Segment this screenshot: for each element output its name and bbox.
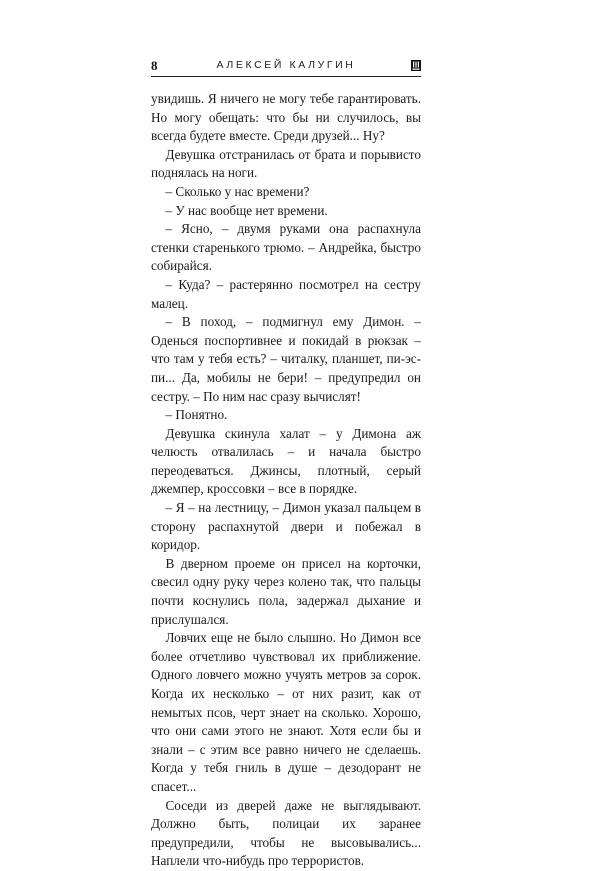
text-body — [151, 90, 421, 871]
paragraph: – Куда? – растерянно посмотрел на сестру малец. — [151, 276, 421, 311]
paragraph: Соседи из дверей даже не выглядывают. Должно быть, полицаи их заранее предупредили, чтобы не высовывались... Наплели что-нибудь про террористов. — [151, 797, 421, 869]
page-number: 8 — [151, 58, 158, 73]
paragraph: – У нас вообще нет времени. — [165, 202, 328, 218]
paragraph: Ловчих еще не было слышно. Но Димон все более отчетливо чувствовал их приближение. Одного ловчего можно учуять метров за сорок. Когда их несколько – от них разит, как от немытых псов, черт знает на сколько. Хорошо, что они сами этого не знают. Хотя если бы и знали – с этим все равно ничего не сделаешь. Когда у тебя гниль в душе – дезодорант не спасет... — [151, 630, 421, 794]
paragraph: – Я – на лестницу, – Димон указал пальцем в сторону распахнутой двери и побежал в коридор. — [151, 500, 421, 553]
paragraph: Девушка скинула халат – у Димона аж челюсть отвалилась – и начала быстро переодеваться. Джинсы, плотный, серый джемпер, кроссовки – все в порядке. — [151, 425, 421, 497]
paragraph: – В поход, – подмигнул ему Димон. – Оденься поспортивнее и покидай в рюкзак – что там у тебя есть? – читалку, планшет, пи-эс-пи... Да, мобилы не бери! – предупредил он сестру. – По ним нас сразу вычислят! — [151, 314, 421, 404]
paragraph: – Ясно, – двумя руками она распахнула стенки старенького трюмо. – Андрейка, быстро собирайся. — [151, 221, 421, 274]
author-name: АЛЕКСЕЙ КАЛУГИН — [216, 59, 356, 71]
paragraph: увидишь. Я ничего не могу тебе гарантировать. Но могу обещать: что бы ни случилось, вы всегда будете вместе. Среди друзей... Ну? — [151, 91, 421, 144]
paragraph: – Сколько у нас времени? — [165, 183, 310, 199]
paragraph: – Понятно. — [165, 407, 228, 423]
running-header — [151, 58, 421, 77]
publisher-logo-icon — [411, 60, 421, 71]
paragraph: Девушка отстранилась от брата и порывисто поднялась на ноги. — [151, 146, 421, 181]
paragraph: В дверном проеме он присел на корточки, свесил одну руку через колено так, что пальцы почти коснулись пола, задержал дыхание и прислушался. — [151, 555, 421, 627]
